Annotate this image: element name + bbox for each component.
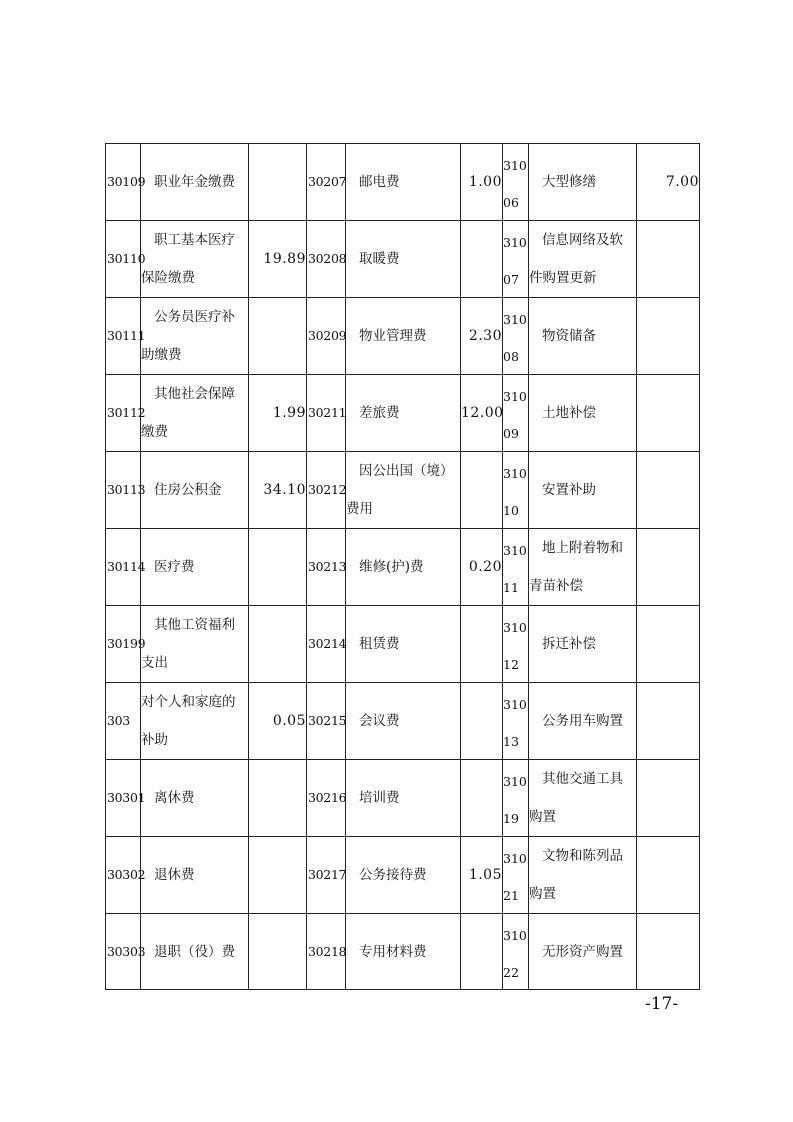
item-amount (461, 682, 503, 759)
item-code (503, 836, 529, 913)
item-code: 30109 (106, 144, 141, 221)
item-amount (249, 759, 307, 836)
item-amount: 0.20 (461, 528, 503, 605)
item-code (503, 220, 529, 297)
item-code-part: 06 (503, 195, 519, 210)
item-name: 大型修缮 (529, 144, 637, 221)
item-amount (637, 451, 700, 528)
item-amount (461, 759, 503, 836)
item-code-part: 10 (503, 502, 519, 518)
item-name: 公务用车购置 (529, 682, 637, 759)
item-amount (461, 605, 503, 682)
table-row (106, 297, 700, 374)
item-amount (249, 528, 307, 605)
item-name: 租赁费 (346, 605, 461, 682)
item-name: 对个人和家庭的补助 (141, 682, 249, 759)
item-code: 30303 (106, 913, 141, 990)
expenditure-table (105, 143, 700, 990)
item-code-part: 310 (503, 696, 527, 712)
item-amount (637, 759, 700, 836)
item-code: 30302 (106, 836, 141, 913)
item-amount (249, 144, 307, 221)
item-code-part: 310 (503, 773, 527, 789)
item-code-part: 12 (503, 656, 519, 672)
item-amount (637, 836, 700, 913)
item-code (503, 682, 529, 759)
table-row (106, 528, 700, 605)
item-amount: 2.30 (461, 297, 503, 374)
item-code (503, 374, 529, 451)
item-name: 其他交通工具购置 (529, 759, 637, 836)
item-code: 30213 (307, 528, 346, 605)
table-row (106, 144, 700, 221)
item-name: 土地补偿 (529, 374, 637, 451)
table-row (106, 913, 700, 990)
item-code: 30113 (106, 451, 141, 528)
item-code-part: 310 (503, 465, 527, 481)
item-amount: 1.05 (461, 836, 503, 913)
item-code-part: 19 (503, 810, 519, 826)
item-name: 其他工资福利支出 (141, 605, 249, 682)
item-name: 安置补助 (529, 451, 637, 528)
item-code (503, 451, 529, 528)
table-row (106, 759, 700, 836)
item-code: 30111 (106, 297, 141, 374)
item-amount: 0.05 (249, 682, 307, 759)
item-code-part: 310 (503, 850, 527, 866)
item-amount: 1.99 (249, 374, 307, 451)
item-amount: 19.89 (249, 220, 307, 297)
item-name: 信息网络及软件购置更新 (529, 220, 637, 297)
item-amount (461, 220, 503, 297)
page-number: -17- (645, 994, 679, 1014)
item-amount (249, 605, 307, 682)
item-code-part: 21 (503, 887, 519, 903)
item-name: 拆迁补偿 (529, 605, 637, 682)
item-name: 退职（役）费 (141, 913, 249, 990)
item-code: 30212 (307, 451, 346, 528)
item-name: 取暖费 (346, 220, 461, 297)
item-amount (637, 682, 700, 759)
item-code: 30214 (307, 605, 346, 682)
item-code: 30209 (307, 297, 346, 374)
item-name: 其他社会保障缴费 (141, 374, 249, 451)
item-code: 30301 (106, 759, 141, 836)
table-row (106, 220, 700, 297)
item-code-part: 310 (503, 311, 527, 327)
item-name: 差旅费 (346, 374, 461, 451)
item-code-part: 11 (503, 579, 519, 595)
item-code: 30211 (307, 374, 346, 451)
item-amount: 34.10 (249, 451, 307, 528)
item-name: 因公出国（境）费用 (346, 451, 461, 528)
item-code-part: 13 (503, 733, 519, 749)
item-code: 30217 (307, 836, 346, 913)
table-row (106, 682, 700, 759)
item-code-part: 22 (503, 964, 519, 980)
item-name: 培训费 (346, 759, 461, 836)
item-code: 30216 (307, 759, 346, 836)
item-name: 维修(护)费 (346, 528, 461, 605)
item-code-part: 07 (503, 271, 519, 287)
item-amount (637, 528, 700, 605)
item-code (503, 528, 529, 605)
item-code (503, 297, 529, 374)
item-name: 离休费 (141, 759, 249, 836)
item-code-part: 310 (503, 542, 527, 558)
item-code-part: 310 (503, 619, 527, 635)
item-code: 303 (106, 682, 141, 759)
item-amount: 12.00 (461, 374, 503, 451)
item-amount (637, 374, 700, 451)
item-code-part: 310 (503, 234, 527, 250)
item-name: 地上附着物和青苗补偿 (529, 528, 637, 605)
item-code: 30218 (307, 913, 346, 990)
item-name: 公务员医疗补助缴费 (141, 297, 249, 374)
item-amount: 7.00 (637, 144, 700, 221)
item-name: 物业管理费 (346, 297, 461, 374)
item-code: 30199 (106, 605, 141, 682)
item-name: 职业年金缴费 (141, 144, 249, 221)
item-code (503, 759, 529, 836)
item-amount: 1.00 (461, 144, 503, 221)
item-code (503, 144, 529, 221)
item-amount (461, 451, 503, 528)
item-name: 文物和陈列品购置 (529, 836, 637, 913)
item-code-part: 310 (503, 927, 527, 943)
item-name: 专用材料费 (346, 913, 461, 990)
item-amount (637, 297, 700, 374)
table-row (106, 605, 700, 682)
item-code-part: 310 (503, 388, 527, 404)
item-name: 住房公积金 (141, 451, 249, 528)
item-amount (249, 913, 307, 990)
item-code: 30208 (307, 220, 346, 297)
item-name: 物资储备 (529, 297, 637, 374)
item-name: 无形资产购置 (529, 913, 637, 990)
item-amount (637, 605, 700, 682)
item-name: 会议费 (346, 682, 461, 759)
item-code: 30207 (307, 144, 346, 221)
item-code-part: 08 (503, 348, 519, 364)
table-row (106, 451, 700, 528)
item-amount (637, 913, 700, 990)
item-code: 30215 (307, 682, 346, 759)
item-amount (249, 836, 307, 913)
item-amount (249, 297, 307, 374)
item-code-part: 09 (503, 425, 519, 441)
item-amount (637, 220, 700, 297)
table-row (106, 374, 700, 451)
item-code (503, 605, 529, 682)
item-name: 退休费 (141, 836, 249, 913)
item-code: 30114 (106, 528, 141, 605)
item-code-part: 310 (503, 158, 527, 173)
item-name: 医疗费 (141, 528, 249, 605)
item-name: 职工基本医疗保险缴费 (141, 220, 249, 297)
item-code: 30112 (106, 374, 141, 451)
item-name: 邮电费 (346, 144, 461, 221)
item-code: 30110 (106, 220, 141, 297)
item-amount (461, 913, 503, 990)
table-row (106, 836, 700, 913)
item-name: 公务接待费 (346, 836, 461, 913)
item-code (503, 913, 529, 990)
